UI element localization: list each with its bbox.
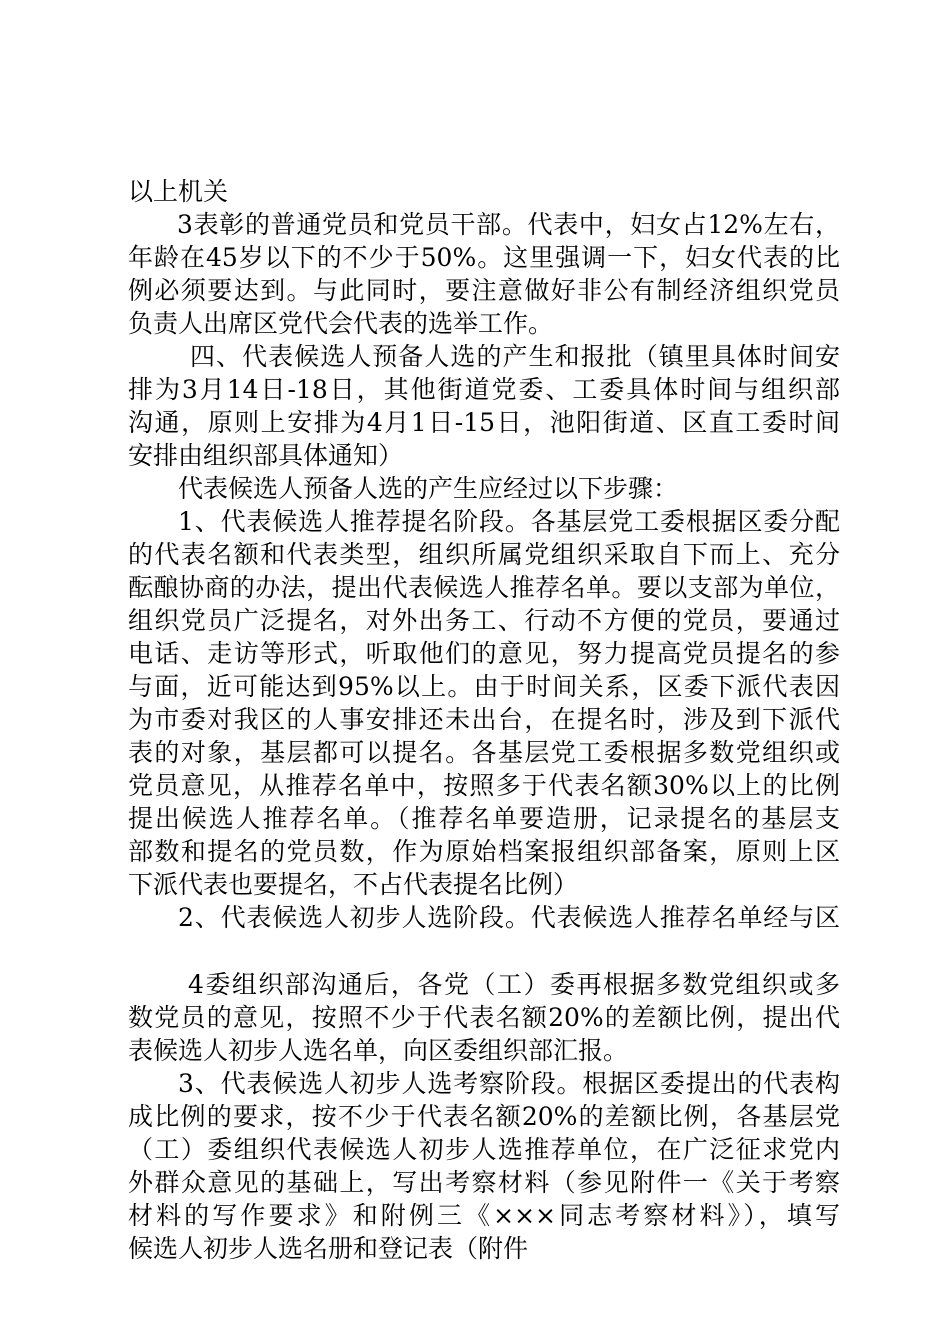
text-line-12: 的代表名额和代表类型，组织所属党组织采取自下而上、充分 xyxy=(128,540,840,569)
text-line-31: 材料的写作要求》和附例三《×××同志考察材料》），填写 xyxy=(128,1201,840,1230)
text-line-19: 党员意见，从推荐名单中，按照多于代表名额30%以上的比例 xyxy=(128,771,840,800)
text-line-20: 提出候选人推荐名单。（推荐名单要造册，记录提名的基层支 xyxy=(128,804,840,833)
text-line-5: 负责人出席区党代会代表的选举工作。 xyxy=(128,309,554,338)
step-3-heading: 3、代表候选人初步人选考察阶段。根据区委提出的代表构 xyxy=(178,1069,840,1098)
text-line-22: 下派代表也要提名，不占代表提名比例） xyxy=(128,870,579,899)
text-line-24: 4委组织部沟通后，各党（工）委再根据多数党组织或多 xyxy=(188,970,840,999)
step-1-heading: 1、代表候选人推荐提名阶段。各基层党工委根据区委分配 xyxy=(178,507,840,536)
text-line-10: 代表候选人预备人选的产生应经过以下步骤： xyxy=(178,474,679,503)
text-line-7: 排为3月14日-18日，其他街道党委、工委具体时间与组织部 xyxy=(128,375,840,404)
text-line-26: 表候选人初步人选名单，向区委组织部汇报。 xyxy=(128,1036,629,1065)
text-line-25: 数党员的意见，按照不少于代表名额20%的差额比例，提出代 xyxy=(128,1003,840,1032)
step-2-heading: 2、代表候选人初步人选阶段。代表候选人推荐名单经与区 xyxy=(178,903,840,932)
text-line-15: 电话、走访等形式，听取他们的意见，努力提高党员提名的参 xyxy=(128,639,840,668)
text-line-30: 外群众意见的基础上，写出考察材料（参见附件一《关于考察 xyxy=(128,1168,840,1197)
text-line-1: 以上机关 xyxy=(128,177,229,206)
text-line-21: 部数和提名的党员数，作为原始档案报组织部备案，原则上区 xyxy=(128,837,840,866)
text-line-32: 候选人初步人选名册和登记表（附件 xyxy=(128,1234,529,1263)
text-line-28: 成比例的要求，按不少于代表名额20%的差额比例，各基层党 xyxy=(128,1102,840,1131)
text-line-9: 安排由组织部具体通知） xyxy=(128,441,404,470)
text-line-2: 3表彰的普通党员和党员干部。代表中，妇女占12%左右， xyxy=(177,210,840,239)
text-line-14: 组织党员广泛提名，对外出务工、行动不方便的党员，要通过 xyxy=(128,606,840,635)
section-heading-four: 四、代表候选人预备人选的产生和报批（镇里具体时间安 xyxy=(190,342,840,371)
text-line-16: 与面，近可能达到95%以上。由于时间关系，区委下派代表因 xyxy=(128,672,840,701)
text-line-3: 年龄在45岁以下的不少于50%。这里强调一下，妇女代表的比 xyxy=(128,243,840,272)
text-line-17: 为市委对我区的人事安排还未出台，在提名时，涉及到下派代 xyxy=(128,705,840,734)
text-line-18: 表的对象，基层都可以提名。各基层党工委根据多数党组织或 xyxy=(128,738,840,767)
text-line-4: 例必须要达到。与此同时，要注意做好非公有制经济组织党员 xyxy=(128,276,840,305)
text-line-29: （工）委组织代表候选人初步人选推荐单位，在广泛征求党内 xyxy=(128,1135,840,1164)
text-line-13: 酝酿协商的办法，提出代表候选人推荐名单。要以支部为单位， xyxy=(128,573,840,602)
text-line-8: 沟通，原则上安排为4月1日-15日，池阳街道、区直工委时间 xyxy=(128,408,840,437)
